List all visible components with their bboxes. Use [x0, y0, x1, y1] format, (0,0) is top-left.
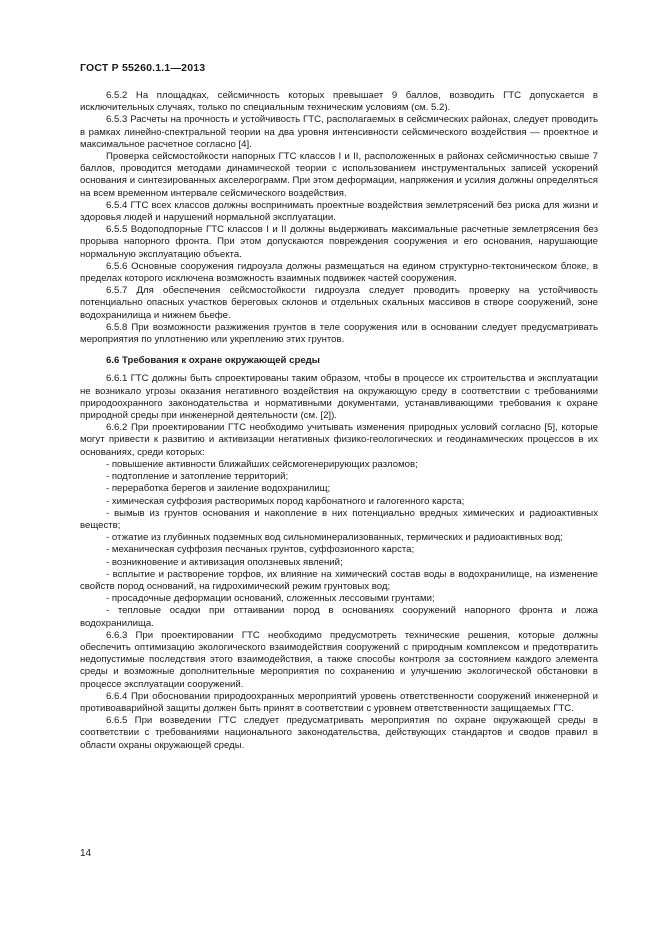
list-item: - тепловые осадки при оттаивании пород в основаниях сооружений напорного фронта и ложа водохранилища. — [80, 605, 598, 629]
paragraph-6-5-6: 6.5.6 Основные сооружения гидроузла должны размещаться на едином структурно-тектоническом блоке, в пределах которого исключена возможность взаимных подвижек частей сооружения. — [80, 260, 598, 285]
list-item: - возникновение и активизация оползневых явлений; — [106, 556, 343, 568]
list-item: - механическая суффозия песчаных грунтов, суффозионного карста; — [106, 544, 415, 556]
section-heading: 6.6 Требования к охране окружающей среды — [106, 355, 320, 367]
paragraph-6-6-2: 6.6.2 При проектировании ГТС необходимо учитывать изменения природных условий согласно [5], которые могут привести к развитию и активизации негативных физико-геологических и геодинамических процессов в их основаниях, среди которых: — [80, 422, 598, 458]
paragraph-6-6-5: 6.6.5 При возведении ГТС следует предусматривать мероприятия по охране окружающей среды в соответствии с требованиями национального законодательства, действующих стандартов и сводов правил в области охраны окружающей среды. — [80, 715, 598, 751]
paragraph-6-5-2: 6.5.2 На площадках, сейсмичность которых превышает 9 баллов, возводить ГТС допускается в исключительных случаях, только по специальным техническим условиям (см. 5.2). — [80, 90, 598, 114]
list-item: - просадочные деформации оснований, сложенных лессовыми грунтами; — [106, 593, 435, 605]
page-number: 14 — [80, 848, 92, 859]
paragraph-6-5-3: 6.5.3 Расчеты на прочность и устойчивость ГТС, располагаемых в сейсмических районах, следует проводить в рамках линейно-спектральной теории на два уровня интенсивности сейсмического воздействия — проектное и максимальное расчетное согласно [4]. — [80, 114, 598, 150]
list-item: - отжатие из глубинных подземных вод сильноминерализованных, термических и радиоактивных вод; — [106, 532, 563, 544]
paragraph-6-6-1: 6.6.1 ГТС должны быть спроектированы таким образом, чтобы в процессе их строительства и эксплуатации не возникало угрозы оказания негативного воздействия на окружающую среду в соответствии с требованиями природоохранного законодательства и нормативными документами, устанавливающими требования к охране природной среды при инженерной деятельности (см. [2]). — [80, 373, 598, 422]
paragraph-6-5-5: 6.5.5 Водоподпорные ГТС классов I и II должны выдерживать максимальные расчетные землетрясения без прорыва напорного фронта. При этом допускаются повреждения сооружения и его основания, нарушающие нормальную эксплуатацию объекта. — [80, 224, 598, 260]
list-item: - подтопление и затопление территорий; — [106, 471, 289, 483]
paragraph-6-5-7: 6.5.7 Для обеспечения сейсмостойкости гидроузла следует проводить проверку на устойчивость потенциально опасных участков береговых склонов и отдельных скальных массивов в створе сооружений, зоне водохранилища и нижнем бьефе. — [80, 285, 598, 321]
paragraph-6-6-4: 6.6.4 При обосновании природоохранных мероприятий уровень ответственности сооружений инженерной и противоаварийной защиты должен быть принят в соответствии с уровнем ответственности защищаемых ГТС. — [80, 690, 598, 714]
standard-header: ГОСТ Р 55260.1.1—2013 — [80, 62, 206, 74]
paragraph-6-5-4: 6.5.4 ГТС всех классов должны воспринимать проектные воздействия землетрясений без риска для жизни и здоровья людей и нарушений нормальной эксплуатации. — [80, 199, 598, 224]
document-body — [80, 90, 598, 752]
list-item: - всплытие и растворение торфов, их влияние на химический состав воды в водохранилище, на изменение свойств пород оснований, на гидрохимический режим грунтовых вод; — [80, 568, 598, 592]
paragraph-6-5-8: 6.5.8 При возможности разжижения грунтов в теле сооружения или в основании следует предусматривать мероприятия по уплотнению или укреплению этих грунтов. — [80, 321, 598, 346]
list-item: - вымыв из грунтов основания и накопление в них потенциально вредных химических и радиоактивных веществ; — [80, 507, 598, 531]
paragraph-6-6-3: 6.6.3 При проектировании ГТС необходимо предусмотреть технические решения, которые должны обеспечить оптимизацию экологического взаимодействия сооружений с природным комплексом и предотвратить недопустимые последствия этого взаимодействия, а также способы контроля за состоянием каждого элемента среды и возможные дополнительные мероприятия по сохранению и улучшению экологической обстановки в процессе эксплуатации сооружений. — [80, 629, 598, 690]
paragraph-seismic-check: Проверка сейсмостойкости напорных ГТС классов I и II, расположенных в районах сейсмичностью свыше 7 баллов, проводится методами динамической теории с использованием инструментальных записей ускорений основания и синтезированных акселерограмм. При этом деформации, напряжения и усилия должны определяться на всем временном интервале сейсмического воздействия. — [80, 151, 598, 199]
list-item: - повышение активности ближайших сейсмогенерирующих разломов; — [106, 458, 418, 470]
list-item: - переработка берегов и заиление водохранилищ; — [106, 483, 331, 495]
list-item: - химическая суффозия растворимых пород карбонатного и галогенного карста; — [106, 495, 465, 507]
